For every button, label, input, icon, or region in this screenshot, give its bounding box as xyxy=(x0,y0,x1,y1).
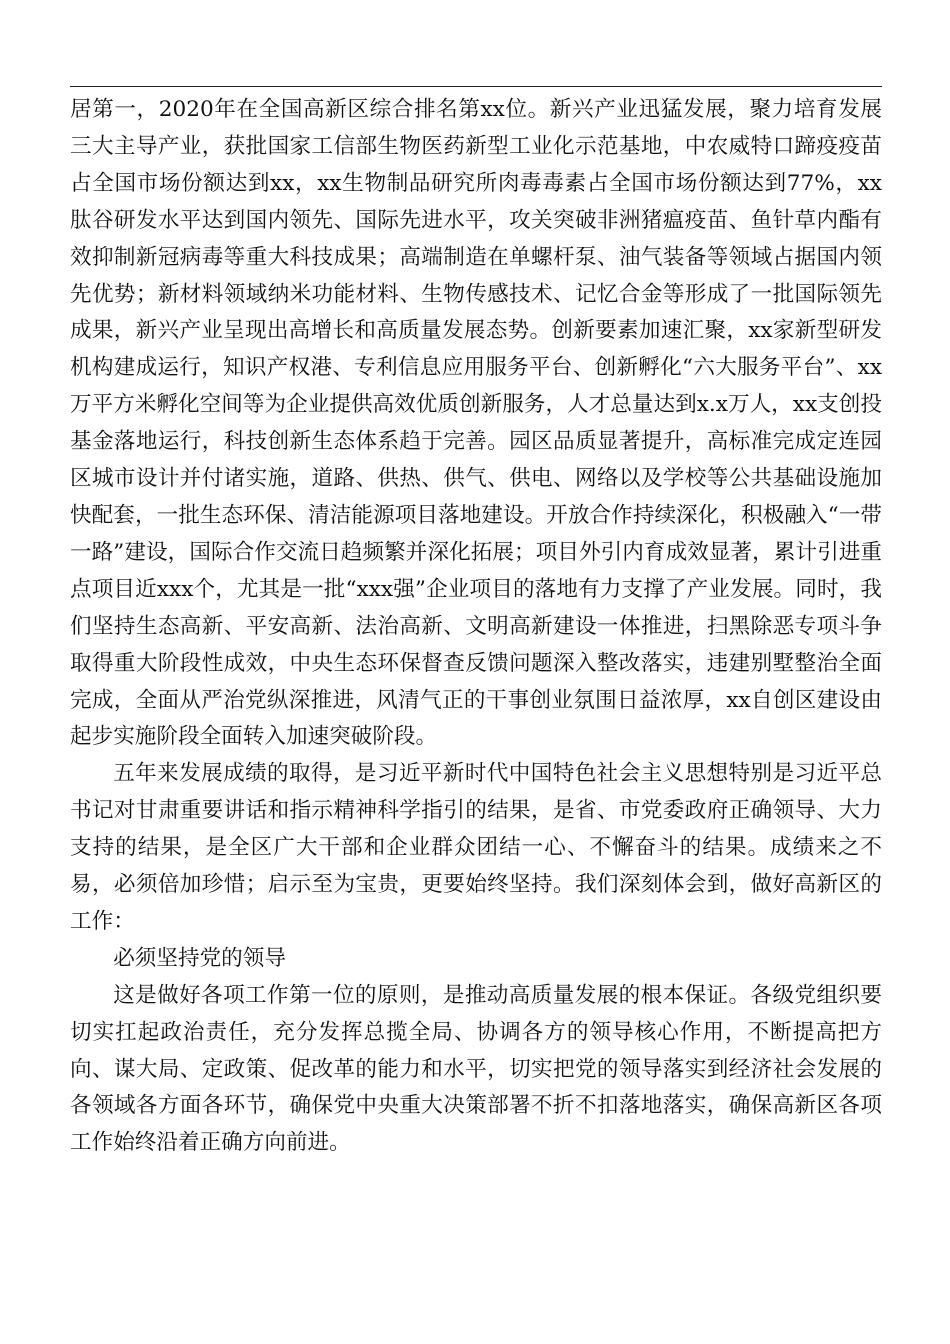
paragraph-reflection: 五年来发展成绩的取得，是习近平新时代中国特色社会主义思想特别是习近平总书记对甘肃重要讲话和指示精神科学指引的结果，是省、市党委政府正确领导、大力支持的结果，是全区广大干部和企业群众团结一心、不懈奋斗的结果。成绩来之不易，必须倍加珍惜；启示至为宝贵，更要始终坚持。我们深刻体会到，做好高新区的工作： xyxy=(70,761,882,934)
paragraph-party-leadership: 这是做好各项工作第一位的原则，是推动高质量发展的根本保证。各级党组织要切实扛起政治责任，充分发挥总揽全局、协调各方的领导核心作用，不断提高把方向、谋大局、定政策、促改革的能力和水平，切实把党的领导落实到经济社会发展的各领域各方面各环节，确保党中央重大决策部署不折不扣落地落实，确保高新区各项工作始终沿着正确方向前进。 xyxy=(70,982,882,1156)
header-rule xyxy=(70,86,882,87)
document-body xyxy=(70,92,882,1162)
paragraph-achievements: 居第一，2020年在全国高新区综合排名第xx位。新兴产业迅猛发展，聚力培育发展三大主导产业，获批国家工信部生物医药新型工业化示范基地，中农威特口蹄疫疫苗占全国市场份额达到xx，xx生物制品研究所肉毒毒素占全国市场份额达到77%，xx肽谷研发水平达到国内领先、国际先进水平，攻关突破非洲猪瘟疫苗、鱼针草内酯有效抑制新冠病毒等重大科技成果；高端制造在单螺杆泵、油气装备等领域占据国内领先优势；新材料领域纳米功能材料、生物传感技术、记忆合金等形成了一批国际领先成果，新兴产业呈现出高增长和高质量发展态势。创新要素加速汇聚，xx家新型研发机构建成运行，知识产权港、专利信息应用服务平台、创新孵化“六大服务平台”、xx万平方米孵化空间等为企业提供高效优质创新服务，人才总量达到x.x万人，xx支创投基金落地运行，科技创新生态体系趋于完善。园区品质显著提升，高标准完成定连园区城市设计并付诸实施，道路、供热、供气、供电、网络以及学校等公共基础设施加快配套，一批生态环保、清洁能源项目落地建设。开放合作持续深化，积极融入“一带一路”建设，国际合作交流日趋频繁并深化拓展；项目外引内育成效显著，累计引进重点项目近xxx个，尤其是一批“xxx强”企业项目的落地有力支撑了产业发展。同时，我们坚持生态高新、平安高新、法治高新、文明高新建设一体推进，扫黑除恶专项斗争取得重大阶段性成效，中央生态环保督查反馈问题深入整改落实，违建别墅整治全面完成，全面从严治党纵深推进，风清气正的干事创业氛围日益浓厚，xx自创区建设由起步实施阶段全面转入加速突破阶段。 xyxy=(70,97,882,750)
section-heading-party-leadership: 必须坚持党的领导 xyxy=(113,945,286,971)
